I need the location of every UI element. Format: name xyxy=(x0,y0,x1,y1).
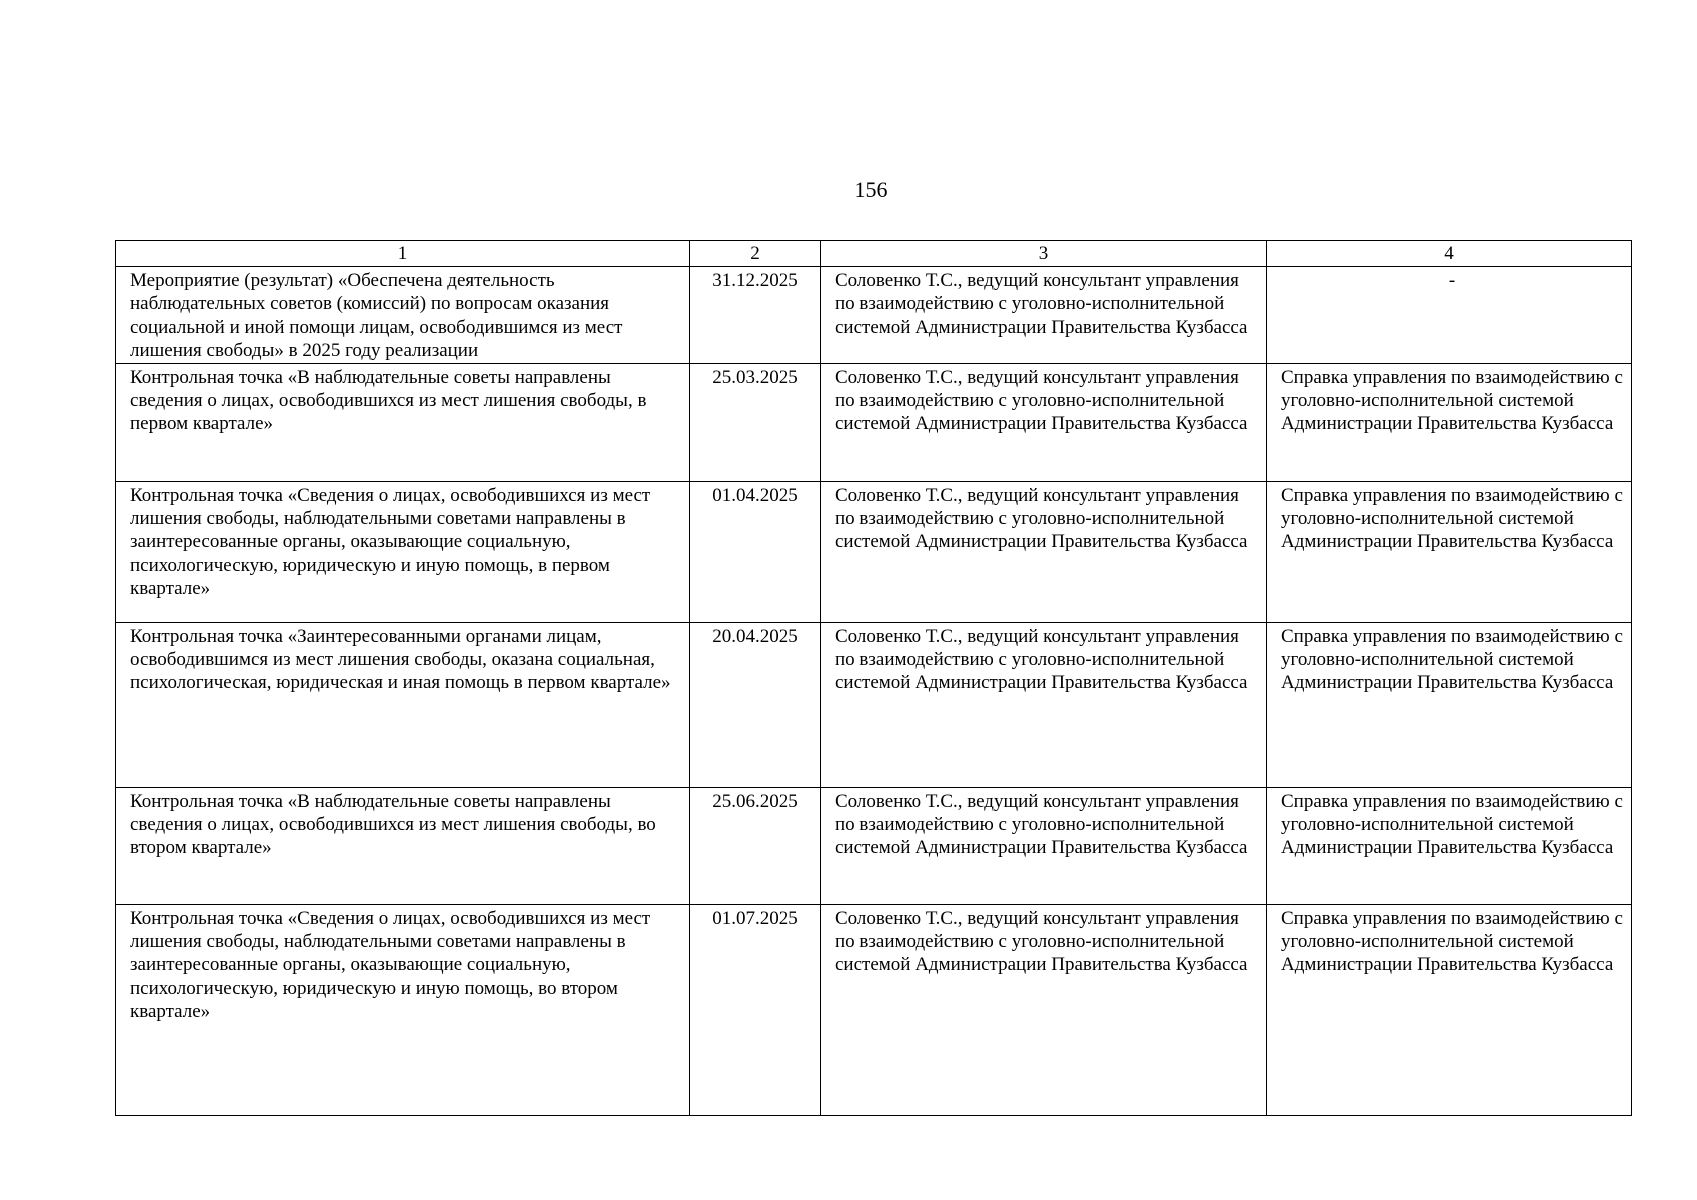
table-row xyxy=(116,787,1632,904)
date-cell: 01.07.2025 xyxy=(690,904,821,1115)
event-cell: Контрольная точка «В наблюдательные советы направлены сведения о лицах, освободившихся из мест лишения свободы, во втором квартале» xyxy=(116,787,690,904)
document-cell: Справка управления по взаимодействию с уголовно-исполнительной системой Администрации Правительства Кузбасса xyxy=(1267,904,1632,1115)
date-cell: 25.03.2025 xyxy=(690,363,821,481)
column-header-4: 4 xyxy=(1267,241,1632,267)
plan-table xyxy=(115,240,1632,1116)
event-cell: Контрольная точка «Сведения о лицах, освободившихся из мест лишения свободы, наблюдательными советами направлены в заинтересованные органы, оказывающие социальную, психологическую, юридическую и иную помощь, во втором квартале» xyxy=(116,904,690,1115)
column-header-3: 3 xyxy=(821,241,1267,267)
column-header-2: 2 xyxy=(690,241,821,267)
table-row xyxy=(116,363,1632,481)
table-row xyxy=(116,267,1632,364)
event-cell: Контрольная точка «Сведения о лицах, освободившихся из мест лишения свободы, наблюдательными советами направлены в заинтересованные органы, оказывающие социальную, психологическую, юридическую и иную помощь, в первом квартале» xyxy=(116,481,690,622)
document-cell: - xyxy=(1267,267,1632,364)
table-row xyxy=(116,622,1632,787)
event-cell: Мероприятие (результат) «Обеспечена деятельность наблюдательных советов (комиссий) по вопросам оказания социальной и иной помощи лицам, освободившимся из мест лишения свободы» в 2025 году реализации xyxy=(116,267,690,364)
document-cell: Справка управления по взаимодействию с уголовно-исполнительной системой Администрации Правительства Кузбасса xyxy=(1267,787,1632,904)
event-cell: Контрольная точка «Заинтересованными органами лицам, освободившимся из мест лишения свободы, оказана социальная, психологическая, юридическая и иная помощь в первом квартале» xyxy=(116,622,690,787)
date-cell: 31.12.2025 xyxy=(690,267,821,364)
responsible-cell: Соловенко Т.С., ведущий консультант управления по взаимодействию с уголовно-исполнительной системой Администрации Правительства Кузбасса xyxy=(821,481,1267,622)
responsible-cell: Соловенко Т.С., ведущий консультант управления по взаимодействию с уголовно-исполнительной системой Администрации Правительства Кузбасса xyxy=(821,904,1267,1115)
table-row xyxy=(116,904,1632,1115)
document-cell: Справка управления по взаимодействию с уголовно-исполнительной системой Администрации Правительства Кузбасса xyxy=(1267,481,1632,622)
event-cell: Контрольная точка «В наблюдательные советы направлены сведения о лицах, освободившихся из мест лишения свободы, в первом квартале» xyxy=(116,363,690,481)
responsible-cell: Соловенко Т.С., ведущий консультант управления по взаимодействию с уголовно-исполнительной системой Администрации Правительства Кузбасса xyxy=(821,363,1267,481)
document-cell: Справка управления по взаимодействию с уголовно-исполнительной системой Администрации Правительства Кузбасса xyxy=(1267,622,1632,787)
page-number: 156 xyxy=(854,177,888,202)
document-cell: Справка управления по взаимодействию с уголовно-исполнительной системой Администрации Правительства Кузбасса xyxy=(1267,363,1632,481)
table-row xyxy=(116,481,1632,622)
column-header-1: 1 xyxy=(116,241,690,267)
responsible-cell: Соловенко Т.С., ведущий консультант управления по взаимодействию с уголовно-исполнительной системой Администрации Правительства Кузбасса xyxy=(821,787,1267,904)
date-cell: 20.04.2025 xyxy=(690,622,821,787)
table-header-row xyxy=(116,241,1632,267)
responsible-cell: Соловенко Т.С., ведущий консультант управления по взаимодействию с уголовно-исполнительной системой Администрации Правительства Кузбасса xyxy=(821,622,1267,787)
date-cell: 01.04.2025 xyxy=(690,481,821,622)
responsible-cell: Соловенко Т.С., ведущий консультант управления по взаимодействию с уголовно-исполнительной системой Администрации Правительства Кузбасса xyxy=(821,267,1267,364)
date-cell: 25.06.2025 xyxy=(690,787,821,904)
